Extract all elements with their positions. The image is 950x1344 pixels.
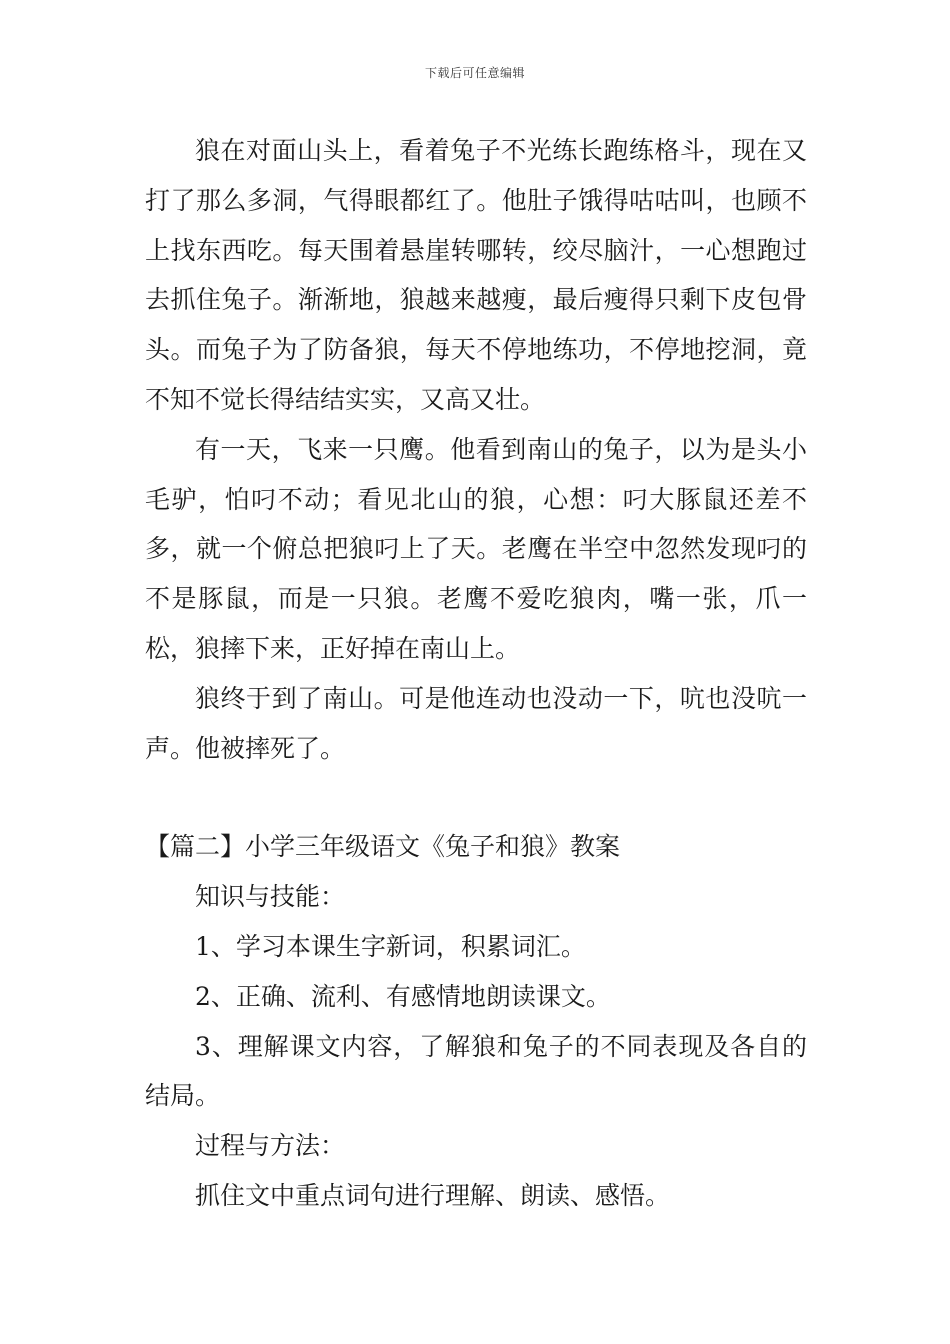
process-text: 抓住文中重点词句进行理解、朗读、感悟。 [195, 1180, 671, 1210]
story-paragraph-2: 有一天，飞来一只鹰。他看到南山的兔子，以为是头小毛驴，怕叼不动；看见北山的狼，心想：叼大豚鼠还差不多，就一个俯总把狼叼上了天。老鹰在半空中忽然发现叼的不是豚鼠，而是一只狼。老鹰不爱吃狼肉，嘴一张，爪一松，狼摔下来，正好掉在南山上。 [145, 434, 807, 663]
document-body [145, 126, 807, 1221]
goal-item-1: 1、学习本课生字新词，积累词汇。 [195, 931, 586, 961]
lesson-plan-title: 【篇二】小学三年级语文《兔子和狼》教案 [145, 832, 621, 862]
story-paragraph-1: 狼在对面山头上，看着兔子不光练长跑练格斗，现在又打了那么多洞，气得眼都红了。他肚子饿得咕咕叫，也顾不上找东西吃。每天围着悬崖转哪转，绞尽脑汁，一心想跑过去抓住兔子。渐渐地，狼越来越瘦，最后瘦得只剩下皮包骨头。而兔子为了防备狼，每天不停地练功，不停地挖洞，竟不知不觉长得结结实实，又高又壮。 [145, 136, 807, 414]
process-heading: 过程与方法： [195, 1131, 346, 1161]
story-paragraph-3: 狼终于到了南山。可是他连动也没动一下，吭也没吭一声。他被摔死了。 [145, 683, 807, 763]
knowledge-heading: 知识与技能： [195, 882, 346, 912]
goal-item-2: 2、正确、流利、有感情地朗读课文。 [195, 981, 611, 1011]
page-header-note: 下载后可任意编辑 [424, 66, 525, 80]
goal-item-3: 3、理解课文内容，了解狼和兔子的不同表现及各自的结局。 [145, 1031, 807, 1111]
